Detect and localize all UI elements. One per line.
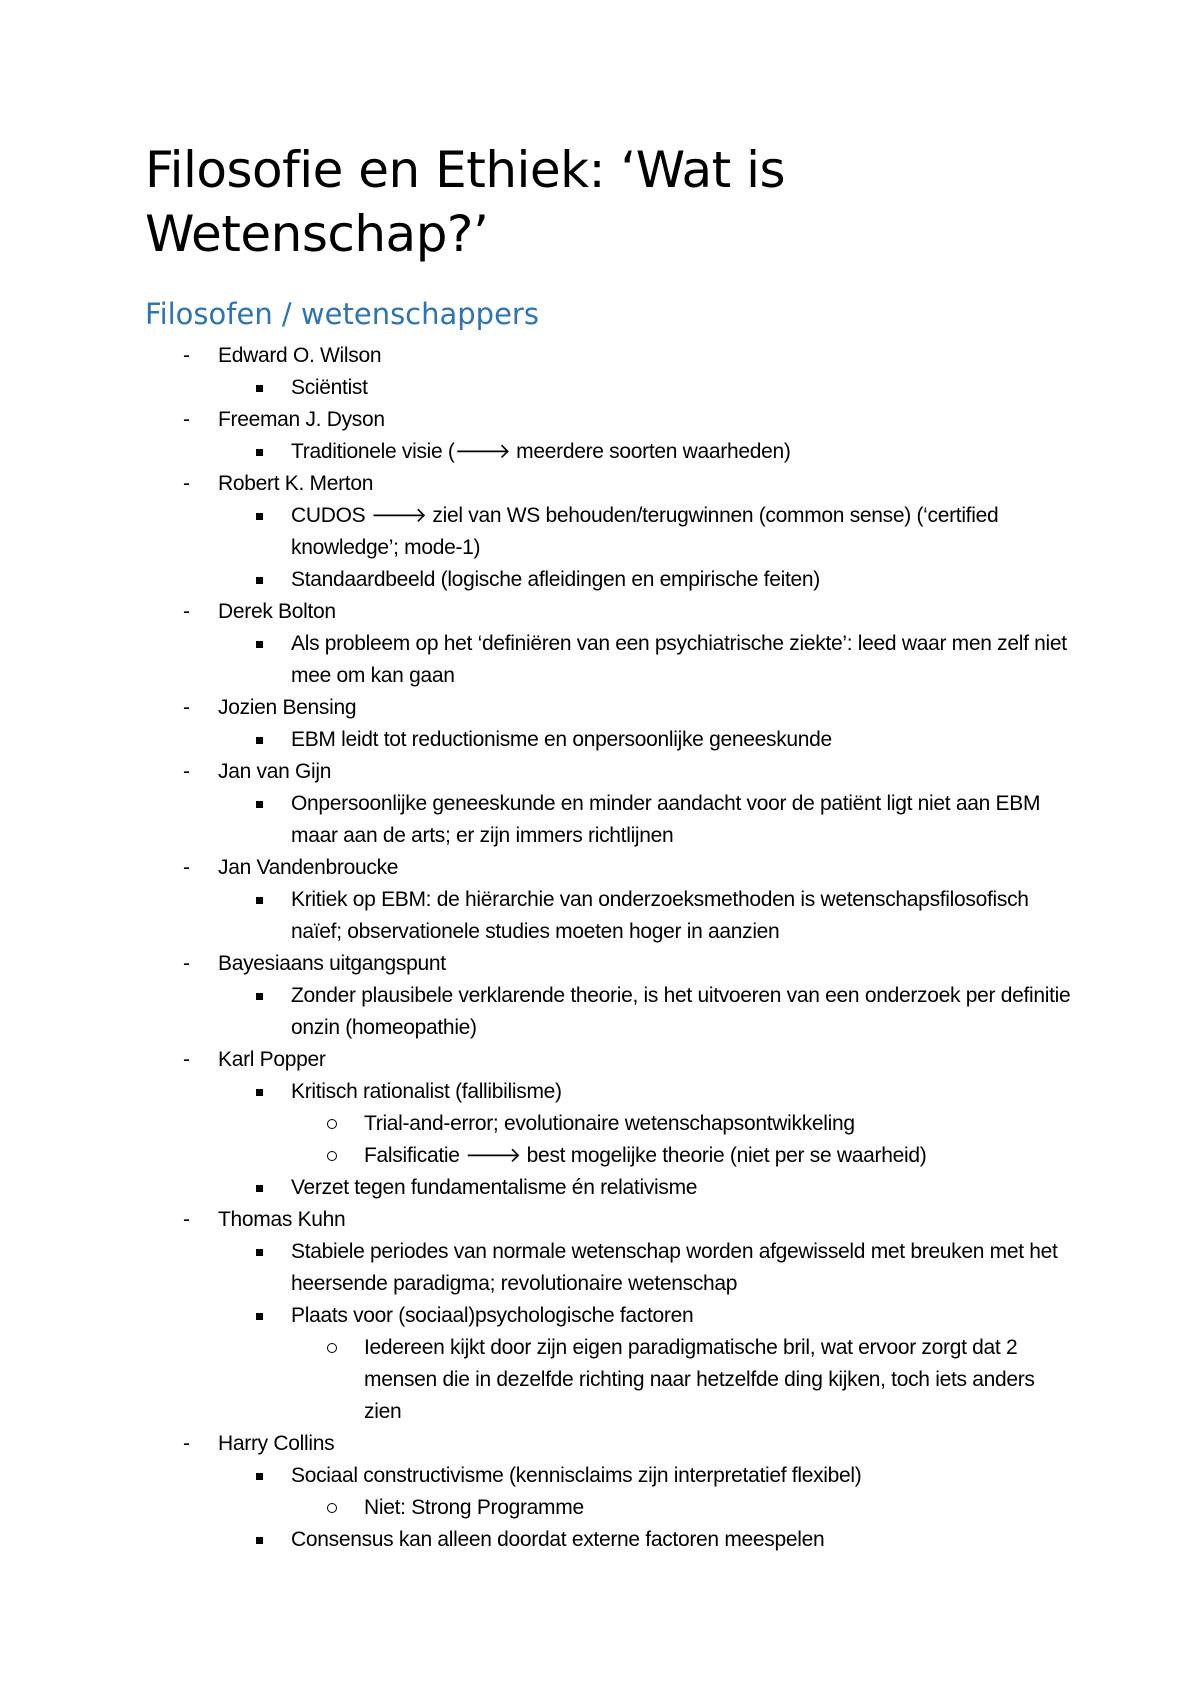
list-item-text: Traditionele visie (🡒 meerdere soorten waarheden) <box>291 440 791 463</box>
dash-bullet-icon: - <box>183 344 190 367</box>
list-item-sub <box>0 500 1200 564</box>
list-item-sub <box>0 884 1200 948</box>
list-item-person <box>0 1428 1200 1460</box>
list-item-sub <box>0 1460 1200 1492</box>
list-item-person <box>0 852 1200 884</box>
list-item-person <box>0 340 1200 372</box>
list-item-text: Falsificatie 🡒 best mogelijke theorie (niet per se waarheid) <box>364 1144 927 1167</box>
list-item-person <box>0 692 1200 724</box>
square-bullet-icon <box>256 577 263 584</box>
square-bullet-icon <box>256 449 263 456</box>
dash-bullet-icon: - <box>183 952 190 975</box>
list-item-text: Niet: Strong Programme <box>364 1496 584 1519</box>
list-item-text: EBM leidt tot reductionisme en onpersoonlijke geneeskunde <box>291 728 832 751</box>
list-item-sub <box>0 788 1200 852</box>
circle-bullet-icon <box>327 1151 337 1161</box>
dash-bullet-icon: - <box>183 696 190 719</box>
list-item-text: Edward O. Wilson <box>218 344 382 367</box>
list-item-text: Kritisch rationalist (fallibilisme) <box>291 1080 562 1103</box>
list-item-text: Bayesiaans uitgangspunt <box>218 952 446 975</box>
square-bullet-icon <box>256 1537 263 1544</box>
list-item-text: Karl Popper <box>218 1048 326 1071</box>
list-item-text: Stabiele periodes van normale wetenschap worden afgewisseld met breuken met het heersende paradigma; revolutionaire wetenschap <box>291 1240 1058 1295</box>
dash-bullet-icon: - <box>183 760 190 783</box>
document-title: Filosofie en Ethiek: ‘Wat is Wetenschap?’ <box>145 141 786 263</box>
list-item-sub <box>0 1172 1200 1204</box>
list-item-subsub <box>0 1332 1200 1428</box>
list-item-text: Jan Vandenbroucke <box>218 856 399 879</box>
list-item-text: CUDOS 🡒 ziel van WS behouden/terugwinnen (common sense) (‘certified knowledge’; mode-1) <box>291 504 999 559</box>
square-bullet-icon <box>256 993 263 1000</box>
list-item-sub <box>0 980 1200 1044</box>
list-item-person <box>0 756 1200 788</box>
dash-bullet-icon: - <box>183 472 190 495</box>
list-item-sub <box>0 564 1200 596</box>
list-item-text: Jozien Bensing <box>218 696 357 719</box>
list-item-sub <box>0 1524 1200 1556</box>
square-bullet-icon <box>256 1089 263 1096</box>
list-item-text: Zonder plausibele verklarende theorie, is het uitvoeren van een onderzoek per definitie onzin (homeopathie) <box>291 984 1071 1039</box>
circle-bullet-icon <box>327 1119 337 1129</box>
list-item-text: Consensus kan alleen doordat externe factoren meespelen <box>291 1528 825 1551</box>
list-item-text: Robert K. Merton <box>218 472 374 495</box>
list-item-text: Thomas Kuhn <box>218 1208 346 1231</box>
dash-bullet-icon: - <box>183 856 190 879</box>
square-bullet-icon <box>256 1473 263 1480</box>
list-item-sub <box>0 724 1200 756</box>
square-bullet-icon <box>256 1249 263 1256</box>
bullet-outline <box>0 340 1200 1556</box>
list-item-sub <box>0 628 1200 692</box>
dash-bullet-icon: - <box>183 408 190 431</box>
list-item-text: Iedereen kijkt door zijn eigen paradigmatische bril, wat ervoor zorgt dat 2 mensen die in dezelfde richting naar hetzelfde ding kijken, toch iets anders zien <box>364 1336 1035 1423</box>
dash-bullet-icon: - <box>183 600 190 623</box>
list-item-person <box>0 1044 1200 1076</box>
list-item-text: Jan van Gijn <box>218 760 332 783</box>
section-heading: Filosofen / wetenschappers <box>145 297 539 331</box>
list-item-text: Derek Bolton <box>218 600 336 623</box>
list-item-person <box>0 948 1200 980</box>
list-item-person <box>0 1204 1200 1236</box>
list-item-text: Kritiek op EBM: de hiërarchie van onderzoeksmethoden is wetenschapsfilosofisch naïef; observationele studies moeten hoger in aanzien <box>291 888 1029 943</box>
list-item-sub <box>0 1076 1200 1108</box>
list-item-text: Verzet tegen fundamentalisme én relativisme <box>291 1176 698 1199</box>
list-item-text: Freeman J. Dyson <box>218 408 385 431</box>
list-item-text: Standaardbeeld (logische afleidingen en empirische feiten) <box>291 568 820 591</box>
square-bullet-icon <box>256 897 263 904</box>
list-item-text: Onpersoonlijke geneeskunde en minder aandacht voor de patiënt ligt niet aan EBM maar aan de arts; er zijn immers richtlijnen <box>291 792 1041 847</box>
square-bullet-icon <box>256 1185 263 1192</box>
dash-bullet-icon: - <box>183 1048 190 1071</box>
square-bullet-icon <box>256 641 263 648</box>
square-bullet-icon <box>256 801 263 808</box>
list-item-text: Harry Collins <box>218 1432 335 1455</box>
circle-bullet-icon <box>327 1343 337 1353</box>
list-item-subsub <box>0 1140 1200 1172</box>
square-bullet-icon <box>256 1313 263 1320</box>
list-item-subsub <box>0 1492 1200 1524</box>
dash-bullet-icon: - <box>183 1208 190 1231</box>
list-item-sub <box>0 1236 1200 1300</box>
list-item-person <box>0 404 1200 436</box>
list-item-text: Als probleem op het ‘definiëren van een psychiatrische ziekte’: leed waar men zelf niet mee om kan gaan <box>291 632 1067 687</box>
list-item-text: Sociaal constructivisme (kennisclaims zijn interpretatief flexibel) <box>291 1464 862 1487</box>
circle-bullet-icon <box>327 1503 337 1513</box>
list-item-person <box>0 468 1200 500</box>
square-bullet-icon <box>256 513 263 520</box>
square-bullet-icon <box>256 737 263 744</box>
list-item-sub <box>0 1300 1200 1332</box>
list-item-sub <box>0 436 1200 468</box>
square-bullet-icon <box>256 385 263 392</box>
list-item-subsub <box>0 1108 1200 1140</box>
list-item-person <box>0 596 1200 628</box>
dash-bullet-icon: - <box>183 1432 190 1455</box>
list-item-text: Sciëntist <box>291 376 368 399</box>
list-item-text: Plaats voor (sociaal)psychologische factoren <box>291 1304 694 1327</box>
list-item-text: Trial-and-error; evolutionaire wetenschapsontwikkeling <box>364 1112 855 1135</box>
list-item-sub <box>0 372 1200 404</box>
